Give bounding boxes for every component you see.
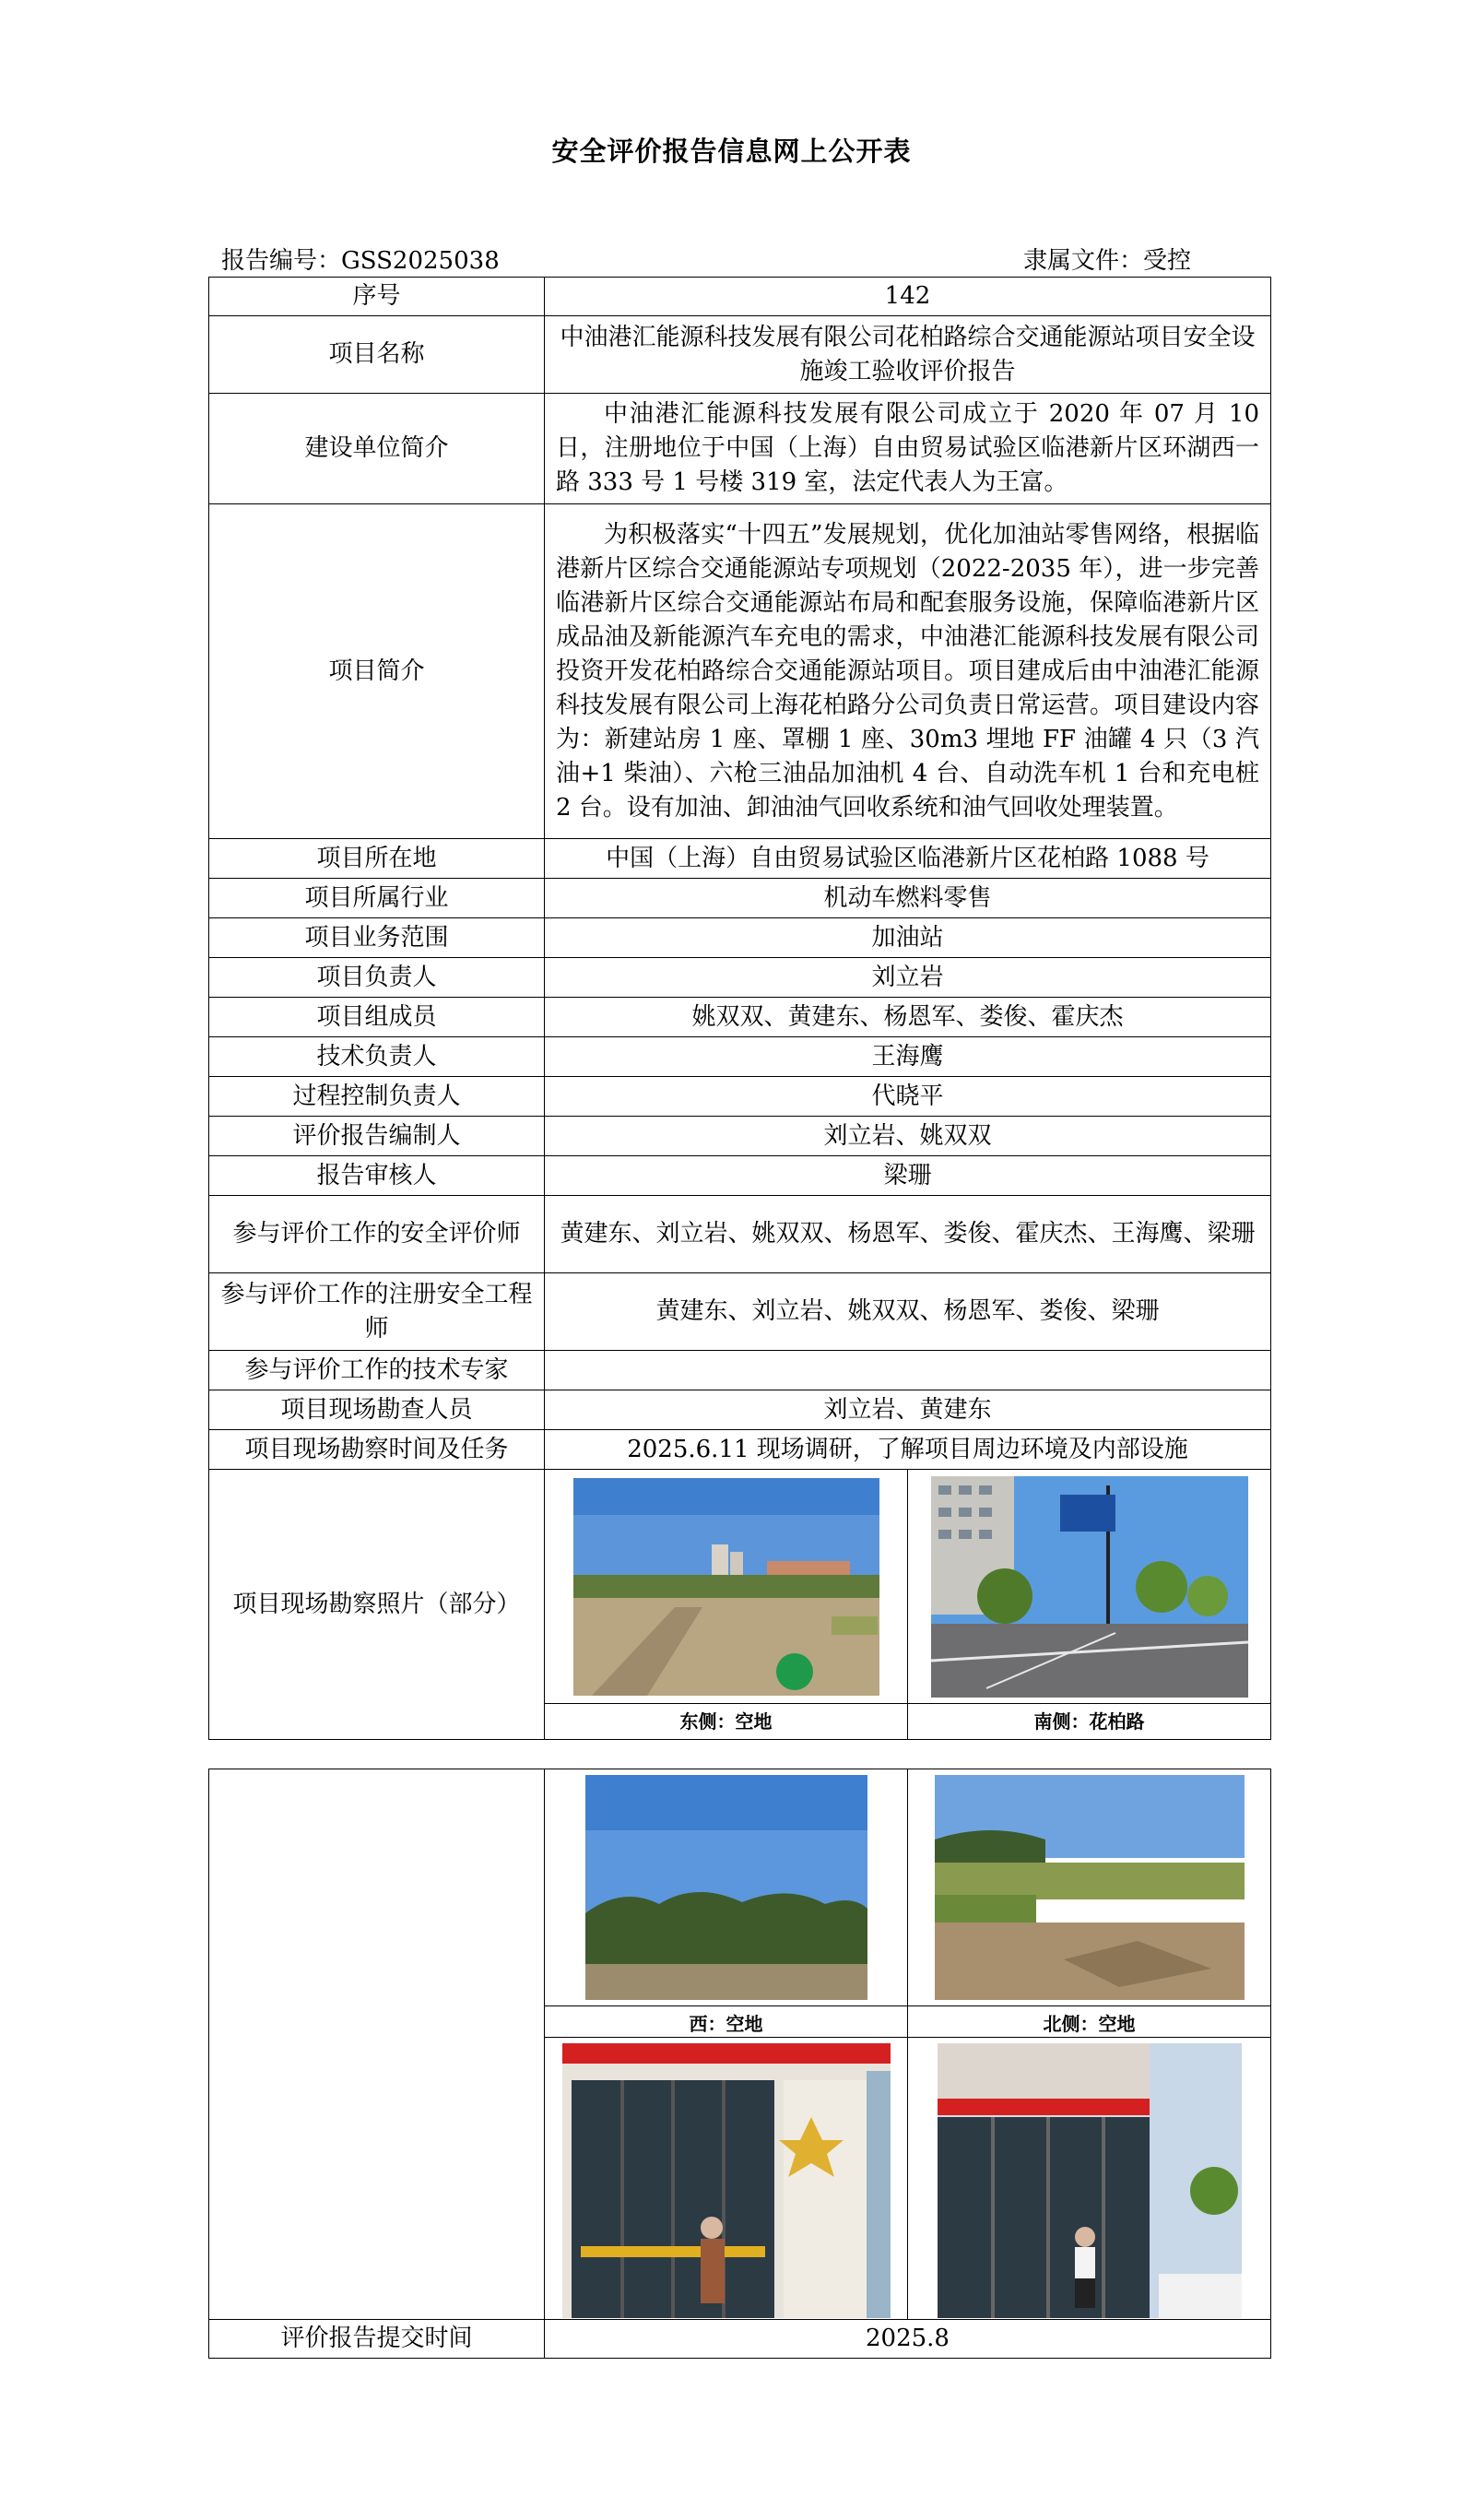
label-seq: 序号 <box>209 278 545 316</box>
label-industry: 项目所属行业 <box>209 879 545 918</box>
label-engineers: 参与评价工作的注册安全工程师 <box>209 1273 545 1351</box>
row-photos <box>209 1470 1271 1740</box>
label-survey-time: 项目现场勘察时间及任务 <box>209 1430 545 1470</box>
label-photos: 项目现场勘察照片（部分） <box>209 1470 545 1740</box>
photo-station-1-cell <box>545 2038 908 2320</box>
caption-north: 北侧：空地 <box>908 2005 1270 2041</box>
value-seq: 142 <box>545 278 1271 316</box>
photo-east <box>573 1478 879 1696</box>
label-process-ctrl: 过程控制负责人 <box>209 1077 545 1117</box>
label-evaluators: 参与评价工作的安全评价师 <box>209 1196 545 1273</box>
label-builder-intro: 建设单位简介 <box>209 394 545 504</box>
caption-west: 西：空地 <box>545 2005 907 2041</box>
label-surveyors: 项目现场勘查人员 <box>209 1390 545 1430</box>
label-experts: 参与评价工作的技术专家 <box>209 1351 545 1390</box>
info-table-1 <box>208 277 1271 1740</box>
row-project-name <box>209 316 1271 394</box>
label-leader: 项目负责人 <box>209 958 545 998</box>
value-survey-time: 2025.6.11 现场调研，了解项目周边环境及内部设施 <box>545 1430 1271 1470</box>
row-evaluators <box>209 1196 1271 1273</box>
row-experts <box>209 1351 1271 1390</box>
row-leader <box>209 958 1271 998</box>
row-photos-continued <box>209 1769 1271 2320</box>
photo-station-entrance-1 <box>562 2043 891 2318</box>
value-scope: 加油站 <box>545 918 1271 958</box>
photo-west <box>585 1775 867 2000</box>
value-compiler: 刘立岩、姚双双 <box>545 1117 1271 1156</box>
row-tech-leader <box>209 1037 1271 1077</box>
page-title: 安全评价报告信息网上公开表 <box>551 136 912 167</box>
row-members <box>209 998 1271 1037</box>
label-reviewer: 报告审核人 <box>209 1156 545 1196</box>
info-table-2 <box>208 1769 1271 2359</box>
value-members: 姚双双、黄建东、杨恩军、娄俊、霍庆杰 <box>545 998 1271 1037</box>
value-submit-time: 2025.8 <box>545 2320 1271 2359</box>
row-reviewer <box>209 1156 1271 1196</box>
label-tech-leader: 技术负责人 <box>209 1037 545 1077</box>
report-number: 报告编号：GSS2025038 <box>221 247 500 275</box>
label-scope: 项目业务范围 <box>209 918 545 958</box>
label-submit-time: 评价报告提交时间 <box>209 2320 545 2359</box>
value-location: 中国（上海）自由贸易试验区临港新片区花柏路 1088 号 <box>545 839 1271 879</box>
value-evaluators: 黄建东、刘立岩、姚双双、杨恩军、娄俊、霍庆杰、王海鹰、梁珊 <box>545 1196 1271 1273</box>
row-process-ctrl <box>209 1077 1271 1117</box>
photo-south-cell <box>908 1470 1270 1739</box>
row-builder-intro <box>209 394 1271 504</box>
value-builder-intro: 中油港汇能源科技发展有限公司成立于 2020 年 07 月 10 日，注册地位于中国（上海）自由贸易试验区临港新片区环湖西一路 333 号 1 号楼 319 室，法定代表人为王富。 <box>545 394 1271 504</box>
photo-south <box>931 1476 1248 1698</box>
row-seq <box>209 278 1271 316</box>
row-industry <box>209 879 1271 918</box>
row-survey-time <box>209 1430 1271 1470</box>
photo-north <box>935 1775 1245 2000</box>
label-project-intro: 项目简介 <box>209 504 545 839</box>
value-tech-leader: 王海鹰 <box>545 1037 1271 1077</box>
value-process-ctrl: 代晓平 <box>545 1077 1271 1117</box>
value-surveyors: 刘立岩、黄建东 <box>545 1390 1271 1430</box>
value-leader: 刘立岩 <box>545 958 1271 998</box>
row-project-intro <box>209 504 1271 839</box>
label-members: 项目组成员 <box>209 998 545 1037</box>
row-submit-time <box>209 2320 1271 2359</box>
value-industry: 机动车燃料零售 <box>545 879 1271 918</box>
document-affiliation: 隶属文件：受控 <box>1023 247 1192 275</box>
caption-east: 东侧：空地 <box>545 1703 907 1739</box>
row-surveyors <box>209 1390 1271 1430</box>
value-engineers: 黄建东、刘立岩、姚双双、杨恩军、娄俊、梁珊 <box>545 1273 1271 1351</box>
row-location <box>209 839 1271 879</box>
photo-north-cell <box>908 1769 1270 2037</box>
photo-east-cell <box>545 1470 908 1739</box>
value-project-name: 中油港汇能源科技发展有限公司花柏路综合交通能源站项目安全设施竣工验收评价报告 <box>545 316 1271 394</box>
photo-station-2-cell <box>908 2038 1270 2320</box>
row-engineers <box>209 1273 1271 1351</box>
label-compiler: 评价报告编制人 <box>209 1117 545 1156</box>
photo-station-entrance-2 <box>938 2043 1242 2318</box>
label-project-name: 项目名称 <box>209 316 545 394</box>
photos-cell-2 <box>545 1769 1271 2320</box>
row-scope <box>209 918 1271 958</box>
row-compiler <box>209 1117 1271 1156</box>
label-location: 项目所在地 <box>209 839 545 879</box>
value-project-intro: 为积极落实“十四五”发展规划，优化加油站零售网络，根据临港新片区综合交通能源站专项规划（2022-2035 年），进一步完善临港新片区综合交通能源站布局和配套服务设施，保障临港新片区成品油及新能源汽车充电的需求，中油港汇能源科技发展有限公司投资开发花柏路综合交通能源站项目。项目建成后由中油港汇能源科技发展有限公司上海花柏路分公司负责日常运营。项目建设内容为：新建站房 1 座、罩棚 1 座、30m3 埋地 FF 油罐 4 只（3 汽油+1 柴油）、六枪三油品加油机 4 台、自动洗车机 1 台和充电桩 2 台。设有加油、卸油油气回收系统和油气回收处理装置。 <box>545 504 1271 839</box>
value-experts <box>545 1351 1271 1390</box>
caption-south: 南侧：花柏路 <box>908 1703 1270 1739</box>
photo-west-cell <box>545 1769 908 2037</box>
label-photos-continued <box>209 1769 545 2320</box>
photos-cell <box>545 1470 1271 1740</box>
value-reviewer: 梁珊 <box>545 1156 1271 1196</box>
